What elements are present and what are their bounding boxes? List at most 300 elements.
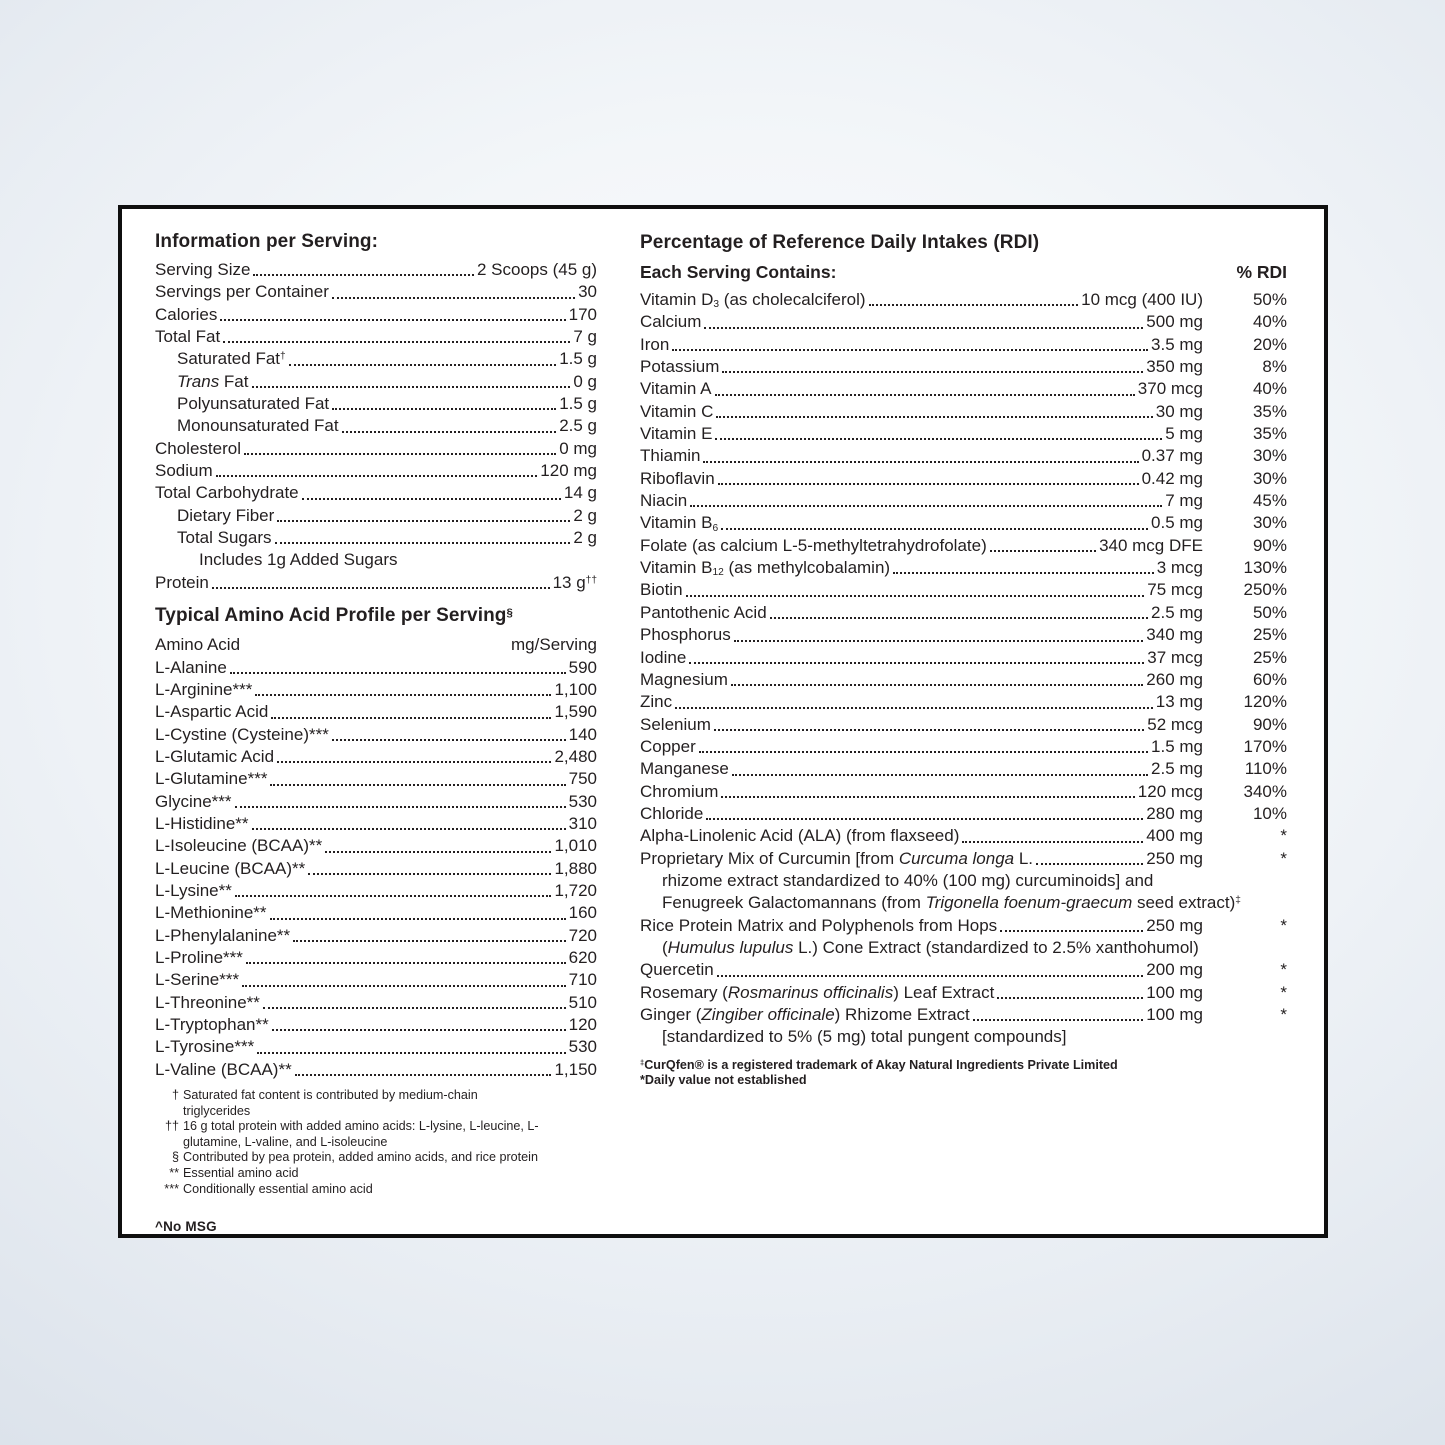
sup-segment: † [280,351,286,363]
row-label [199,549,397,571]
text-segment: 0.42 mg [1141,468,1203,488]
text-segment: L-Lysine** [155,880,232,900]
text-segment: Total Fat [155,327,221,347]
row-line [640,423,1287,445]
row-label [177,505,274,527]
info-rows [155,259,597,594]
row-label [155,992,260,1014]
text-segment: Vitamin E [640,424,713,444]
rdi-footnote-line [640,1073,1287,1089]
row-amount [554,701,597,723]
rdi-value: 340% [1243,781,1287,801]
sub-segment: 12 [712,567,724,579]
row-line [640,982,1287,1004]
dotted-leader [732,774,1148,776]
rdi-row [640,445,1287,467]
text-segment: 1.5 g [559,394,597,414]
dotted-leader [731,684,1143,686]
amino-row [155,746,597,768]
text-segment: 1,720 [554,880,597,900]
nutrition-row [155,326,597,348]
row-amount [1147,714,1203,736]
row-label [640,423,712,445]
sub-segment: 3 [713,299,720,311]
row-line [640,378,1287,400]
nutrition-row [155,371,597,393]
row-amount [477,259,597,281]
text-segment: ) Rhizome Extract [834,1005,970,1024]
text-segment: *Daily value not established [640,1073,807,1088]
row-amount [559,415,597,437]
row-label [640,803,703,825]
row-line [640,602,1287,624]
nutrition-row [155,527,597,549]
text-segment: Rosemary ( [640,982,728,1002]
row-label [640,468,715,490]
row-label [640,289,866,311]
row-label [640,714,711,736]
text-segment: Riboflavin [640,468,715,488]
text-segment: Vitamin D [640,290,714,309]
nutrition-row [155,549,597,571]
rdi-col-header: % RDI [1236,262,1287,282]
rdi-row [640,579,1287,601]
row-amount [569,813,597,835]
nutrition-row [155,393,597,415]
text-segment: Saturated Fat [177,349,281,369]
dotted-leader [275,542,571,544]
dotted-leader [244,453,556,455]
rdi-row [640,781,1287,803]
text-segment: 2,480 [554,746,597,766]
spacer [836,260,1203,284]
text-segment: rhizome extract standardized to 40% (100 mg) curcuminoids] and [662,870,1154,890]
amino-row [155,768,597,790]
dotted-leader [293,940,565,942]
amino-row [155,657,597,679]
row-amount [1138,378,1203,400]
row-label [155,679,252,701]
rdi-value: 60% [1252,669,1287,689]
rdi-row [640,803,1287,825]
text-segment: 2.5 g [559,416,597,436]
dotted-leader [223,341,570,343]
row-amount [1081,289,1203,311]
rdi-value: 50% [1252,290,1287,309]
continuation-line [640,870,1287,892]
text-segment: 2 g [573,528,597,548]
nutrition-row [155,348,597,370]
text-segment: Zinc [640,692,673,712]
row-line [640,915,1287,937]
text-segment: 340 mg [1146,625,1203,645]
rdi-row [640,490,1287,512]
text-segment: Vitamin B [640,558,713,578]
row-label [155,746,274,768]
dotted-leader [721,528,1148,530]
text-segment: 260 mg [1146,669,1203,689]
text-segment: Cholesterol [155,438,241,458]
dotted-leader [332,408,556,410]
row-line [155,438,597,460]
rdi-row [640,647,1287,669]
row-label [640,401,713,423]
sup-segment: †† [585,574,597,586]
row-label [155,768,267,790]
row-line [640,825,1287,847]
text-segment: Alpha-Linolenic Acid (ALA) (from flaxseed) [640,826,960,846]
row-label [155,1036,254,1058]
row-label [640,602,767,624]
dotted-leader [272,1029,566,1031]
text-segment: 30 [578,282,597,302]
rdi-value: 35% [1252,401,1287,421]
row-label [640,311,701,333]
rdi-subheading: Each Serving Contains: [640,262,837,282]
text-segment: Iodine [640,647,687,667]
footnote-line [155,1150,547,1166]
nutrition-row [155,572,597,594]
left-column [155,230,597,1234]
text-segment: 13 mg [1155,692,1203,712]
row-label [155,304,217,326]
amino-row [155,813,597,835]
text-segment: Fenugreek Galactomannans (from [662,893,926,913]
text-segment: 750 [568,769,597,789]
text-segment: 200 mg [1146,960,1203,980]
text-segment: 530 [568,791,597,811]
text-segment: Niacin [640,491,688,511]
row-amount [1142,468,1203,490]
row-amount [1151,602,1203,624]
text-segment: Vitamin C [640,401,714,421]
footnote-marker: *** [164,1181,179,1196]
rdi-value: 30% [1252,468,1287,488]
text-segment: 310 [568,813,597,833]
row-line [155,415,597,437]
text-segment: Rice Protein Matrix and Polyphenols from Hops [640,915,998,935]
rdi-rows [640,289,1287,1049]
row-label [155,925,290,947]
row-label [155,835,322,857]
rdi-value: * [1280,1005,1287,1024]
rdi-value: * [1280,848,1287,868]
text-segment: Selenium [640,714,711,734]
row-amount [569,1014,597,1036]
row-amount [554,1059,597,1081]
row-label [640,535,987,557]
row-label [640,624,731,646]
row-amount [1147,579,1203,601]
row-line [155,657,597,679]
i-segment: Rosmarinus officinalis [727,982,894,1002]
text-segment: 2 g [573,505,597,525]
footnote-text: Saturated fat content is contributed by medium-chain triglycerides [183,1088,478,1118]
amino-row [155,679,597,701]
nutrition-row [155,505,597,527]
rdi-row [640,691,1287,713]
row-label [155,724,329,746]
dotted-leader [699,751,1148,753]
row-label [155,880,232,902]
amino-row [155,858,597,880]
row-line [155,281,597,303]
row-label [640,982,994,1004]
text-segment: L-Threonine** [155,992,260,1012]
row-label [155,701,268,723]
dotted-leader [325,851,551,853]
row-label [640,647,686,669]
dotted-leader [973,1019,1144,1021]
sup-segment: ‡ [640,1058,645,1068]
row-line [155,858,597,880]
text-segment: L-Histidine** [155,813,249,833]
row-line [155,527,597,549]
nutrition-row [155,460,597,482]
dotted-leader [721,796,1134,798]
row-amount [1165,490,1203,512]
text-segment: Potassium [640,357,720,377]
dotted-leader [308,873,551,875]
row-label [662,937,1199,959]
nutrition-row [155,304,597,326]
row-line [640,468,1287,490]
row-label [640,781,718,803]
dotted-leader [686,595,1145,597]
row-line [155,460,597,482]
row-line [155,835,597,857]
dotted-leader [997,997,1143,999]
dotted-leader [235,806,566,808]
text-segment: 0.5 mg [1151,513,1203,533]
text-segment: Polyunsaturated Fat [177,394,330,414]
row-amount [569,1036,597,1058]
rdi-row [640,378,1287,400]
text-segment: (as methylcobalamin) [723,558,891,578]
row-label [640,915,997,937]
rdi-subheader-row [640,260,1287,284]
dotted-leader [704,327,1143,329]
continuation-line [640,1026,1287,1048]
dotted-leader [295,1074,552,1076]
rdi-value: 30% [1252,446,1287,466]
dotted-leader [263,1007,566,1009]
rdi-value: 45% [1252,491,1287,511]
row-line [640,401,1287,423]
nutrition-row [155,482,597,504]
row-line [640,803,1287,825]
text-segment: Includes 1g Added Sugars [199,550,398,570]
i-segment: Zingiber officinale [701,1005,835,1024]
row-line [640,445,1287,467]
spacer [240,634,511,656]
row-line [155,791,597,813]
row-amount [553,572,597,594]
row-label [640,512,718,534]
row-line [155,969,597,991]
text-segment: Manganese [640,759,729,779]
row-line [640,959,1287,981]
rdi-row [640,624,1287,646]
row-amount [1146,624,1203,646]
text-segment: Fat [219,371,249,391]
dotted-leader [703,461,1138,463]
text-segment: Calcium [640,312,702,332]
dotted-leader [869,304,1079,306]
row-label [662,870,1153,892]
row-line [155,549,597,571]
text-segment: L.) Cone Extract (standardized to 2.5% xanthohumol) [793,937,1199,957]
rdi-row [640,915,1287,960]
row-label [640,758,729,780]
rdi-value: 110% [1244,759,1287,779]
right-column [640,231,1287,1089]
rdi-value: 8% [1262,357,1287,377]
amino-row [155,947,597,969]
text-segment: 160 [568,903,597,923]
row-line [640,691,1287,713]
text-segment: 250 mg [1146,848,1203,868]
text-segment: L-Arginine*** [155,679,253,699]
dotted-leader [242,985,566,987]
dotted-leader [220,319,565,321]
dotted-leader [1036,863,1143,865]
text-segment: Chloride [640,803,704,823]
row-line [640,736,1287,758]
row-label [155,326,220,348]
amino-heading-marker: § [506,606,513,619]
rdi-row [640,311,1287,333]
dotted-leader [717,975,1144,977]
text-segment: Magnesium [640,669,728,689]
row-amount [554,858,597,880]
text-segment: 1,100 [554,679,597,699]
dotted-leader [714,729,1144,731]
row-amount [1157,557,1203,579]
text-segment: L. [1014,848,1034,868]
text-segment: 13 g [552,572,586,592]
row-label [640,848,1033,870]
row-line [155,947,597,969]
rdi-value: 250% [1243,580,1287,600]
text-segment: Dietary Fiber [177,505,275,525]
rdi-row [640,736,1287,758]
text-segment: 510 [568,992,597,1012]
rdi-value: * [1280,982,1287,1002]
row-label [640,445,700,467]
dotted-leader [216,475,538,477]
i-segment: Humulus lupulus [667,937,794,957]
row-line [155,393,597,415]
dotted-leader [255,694,551,696]
row-amount [1146,959,1203,981]
row-label [155,438,241,460]
rdi-value: 170% [1243,736,1287,756]
amino-heading: Typical Amino Acid Profile per Serving§ [155,605,513,627]
row-amount [569,768,597,790]
row-amount [1146,915,1203,937]
i-segment: Trans [177,371,220,391]
text-segment: Thiamin [640,446,701,466]
row-amount [540,460,597,482]
text-segment: 1,010 [554,836,597,856]
row-line [155,679,597,701]
text-segment: 250 mg [1146,915,1203,935]
rdi-value: 130% [1243,558,1287,578]
dotted-leader [289,364,557,366]
dotted-leader [252,386,571,388]
text-segment: 590 [568,657,597,677]
info-heading: Information per Serving: [155,231,379,252]
text-segment: 0.37 mg [1141,446,1203,466]
rdi-value: 90% [1252,714,1287,734]
text-segment: 720 [568,925,597,945]
row-line [155,326,597,348]
dotted-leader [690,505,1162,507]
text-segment: 30 mg [1155,401,1203,421]
row-amount [1147,647,1203,669]
amino-row [155,992,597,1014]
rdi-row [640,557,1287,579]
i-segment: Curcuma longa [898,848,1015,868]
row-amount [573,505,597,527]
row-line [640,289,1287,311]
row-label [155,858,305,880]
text-segment: Copper [640,736,696,756]
amino-row [155,791,597,813]
row-label [155,813,249,835]
row-label [640,490,687,512]
nutrition-row [155,259,597,281]
row-line [155,572,597,594]
text-segment: CurQfen® is a registered trademark of Akay Natural Ingredients Private Limited [644,1057,1118,1072]
dotted-leader [706,818,1143,820]
row-label [155,947,243,969]
text-segment: L-Leucine (BCAA)** [155,858,306,878]
row-amount [1151,758,1203,780]
rdi-row [640,669,1287,691]
row-amount [564,482,597,504]
footnote-marker: † [171,1088,179,1103]
rdi-row [640,289,1287,311]
dotted-leader [770,617,1148,619]
text-segment: 710 [568,970,597,990]
footnote-text: Essential amino acid [183,1166,299,1180]
rdi-row [640,334,1287,356]
text-segment: 530 [568,1037,597,1057]
text-segment: Protein [155,572,209,592]
text-segment: Phosphorus [640,625,731,645]
rdi-value: * [1280,915,1287,935]
row-line [640,647,1287,669]
row-amount [569,992,597,1014]
row-label [640,736,696,758]
dotted-leader [235,895,552,897]
text-segment: 140 [568,724,597,744]
dotted-leader [689,662,1144,664]
amino-row [155,880,597,902]
text-segment: 37 mcg [1147,647,1203,667]
row-amount [1099,535,1203,557]
row-amount [559,393,597,415]
row-line [155,304,597,326]
text-segment: 100 mg [1146,982,1203,1002]
text-segment: 5 mg [1165,424,1203,444]
rdi-row [640,959,1287,981]
dotted-leader [212,587,550,589]
row-amount [554,746,597,768]
rdi-heading: Percentage of Reference Daily Intakes (RDI) [640,232,1040,253]
